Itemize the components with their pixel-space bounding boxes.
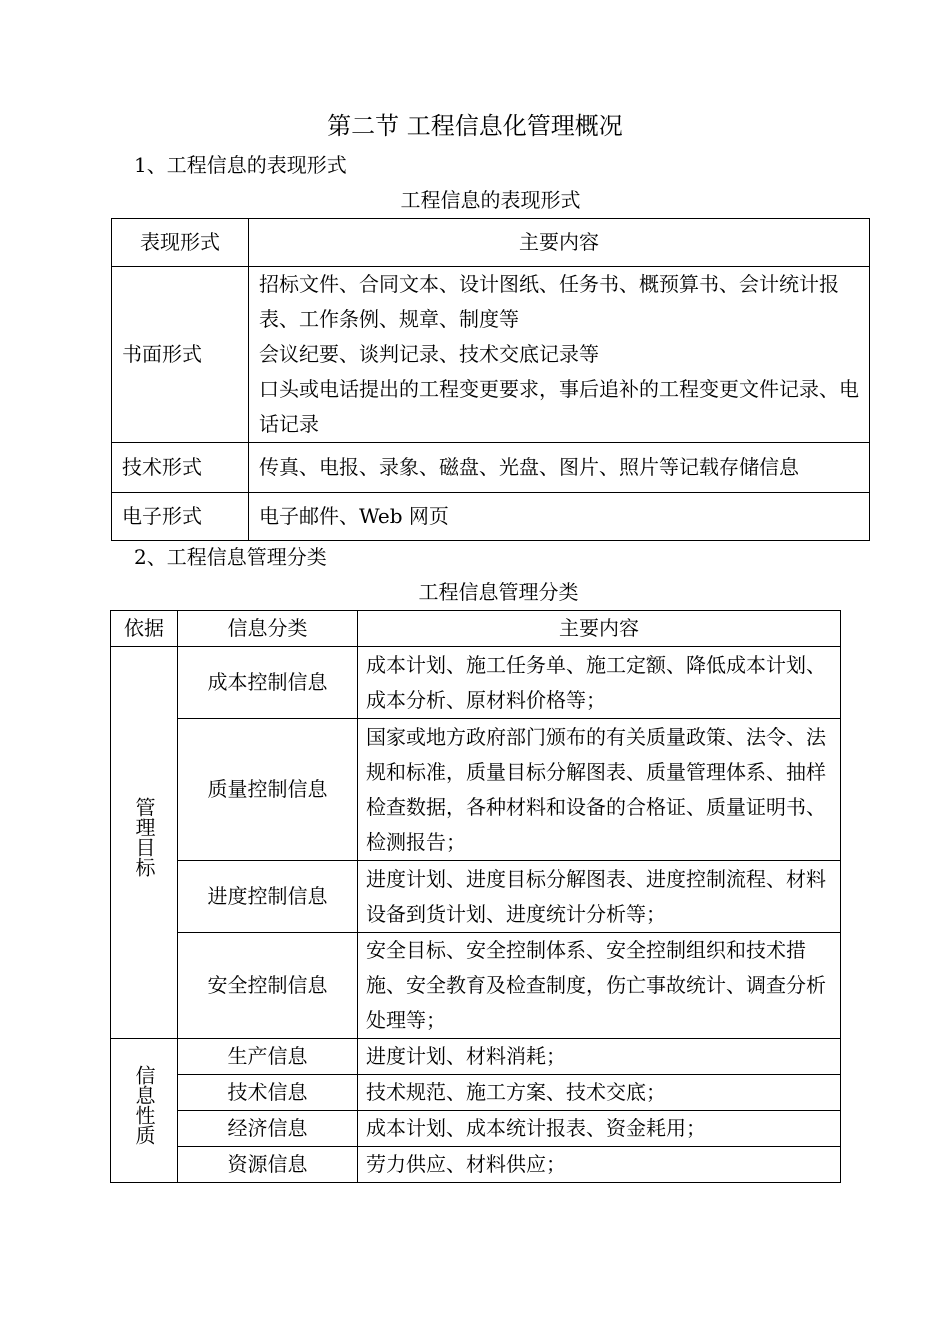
table-row — [111, 1111, 841, 1147]
form-cell: 书面形式 — [112, 267, 249, 443]
content-cell: 技术规范、施工方案、技术交底； — [358, 1075, 841, 1111]
representation-forms-table — [111, 218, 870, 541]
basis-label: 管理目标 — [132, 797, 156, 877]
content-cell: 成本计划、施工任务单、施工定额、降低成本计划、成本分析、原材料价格等； — [358, 647, 841, 719]
table-header-row — [112, 219, 870, 267]
header-form: 表现形式 — [112, 219, 249, 267]
category-cell: 安全控制信息 — [178, 933, 358, 1039]
header-content: 主要内容 — [249, 219, 870, 267]
content-cell: 电子邮件、Web 网页 — [249, 493, 870, 541]
category-cell: 经济信息 — [178, 1111, 358, 1147]
table-row — [111, 933, 841, 1039]
table-caption-1: 工程信息的表现形式 — [400, 188, 581, 212]
basis-cell-management-goal — [111, 647, 178, 1039]
content-line: 招标文件、合同文本、设计图纸、任务书、概预算书、会计统计报表、工作条例、规章、制度等 — [259, 272, 839, 331]
header-category: 信息分类 — [178, 611, 358, 647]
table-row — [111, 719, 841, 861]
content-cell: 传真、电报、录象、磁盘、光盘、图片、照片等记载存储信息 — [249, 443, 870, 493]
category-cell: 技术信息 — [178, 1075, 358, 1111]
table-row — [111, 861, 841, 933]
table-row — [112, 267, 870, 443]
content-cell: 进度计划、材料消耗； — [358, 1039, 841, 1075]
content-line: 会议纪要、谈判记录、技术交底记录等 — [259, 342, 599, 366]
category-cell: 资源信息 — [178, 1147, 358, 1183]
content-cell — [249, 267, 870, 443]
section-heading-1: 1、工程信息的表现形式 — [134, 153, 347, 177]
content-cell: 成本计划、成本统计报表、资金耗用； — [358, 1111, 841, 1147]
basis-cell-information-nature — [111, 1039, 178, 1183]
section-heading-2: 2、工程信息管理分类 — [134, 545, 327, 569]
content-line: 口头或电话提出的工程变更要求，事后追补的工程变更文件记录、电话记录 — [259, 377, 859, 436]
content-cell: 国家或地方政府部门颁布的有关质量政策、法令、法规和标准，质量目标分解图表、质量管理体系、抽样检查数据，各种材料和设备的合格证、质量证明书、检测报告； — [358, 719, 841, 861]
header-content: 主要内容 — [358, 611, 841, 647]
table-row — [111, 1039, 841, 1075]
page-title: 第二节 工程信息化管理概况 — [327, 112, 623, 140]
form-cell: 技术形式 — [112, 443, 249, 493]
header-basis: 依据 — [111, 611, 178, 647]
table-row — [111, 1147, 841, 1183]
table-header-row — [111, 611, 841, 647]
table-caption-2: 工程信息管理分类 — [418, 580, 579, 604]
content-cell: 安全目标、安全控制体系、安全控制组织和技术措施、安全教育及检查制度，伤亡事故统计、调查分析处理等； — [358, 933, 841, 1039]
category-cell: 质量控制信息 — [178, 719, 358, 861]
basis-label: 信息性质 — [132, 1065, 156, 1145]
content-cell: 进度计划、进度目标分解图表、进度控制流程、材料设备到货计划、进度统计分析等； — [358, 861, 841, 933]
table-row — [111, 1075, 841, 1111]
table-row — [112, 493, 870, 541]
category-cell: 进度控制信息 — [178, 861, 358, 933]
content-cell: 劳力供应、材料供应； — [358, 1147, 841, 1183]
category-cell: 成本控制信息 — [178, 647, 358, 719]
form-cell: 电子形式 — [112, 493, 249, 541]
category-cell: 生产信息 — [178, 1039, 358, 1075]
table-row — [112, 443, 870, 493]
classification-table — [110, 610, 841, 1183]
table-row — [111, 647, 841, 719]
